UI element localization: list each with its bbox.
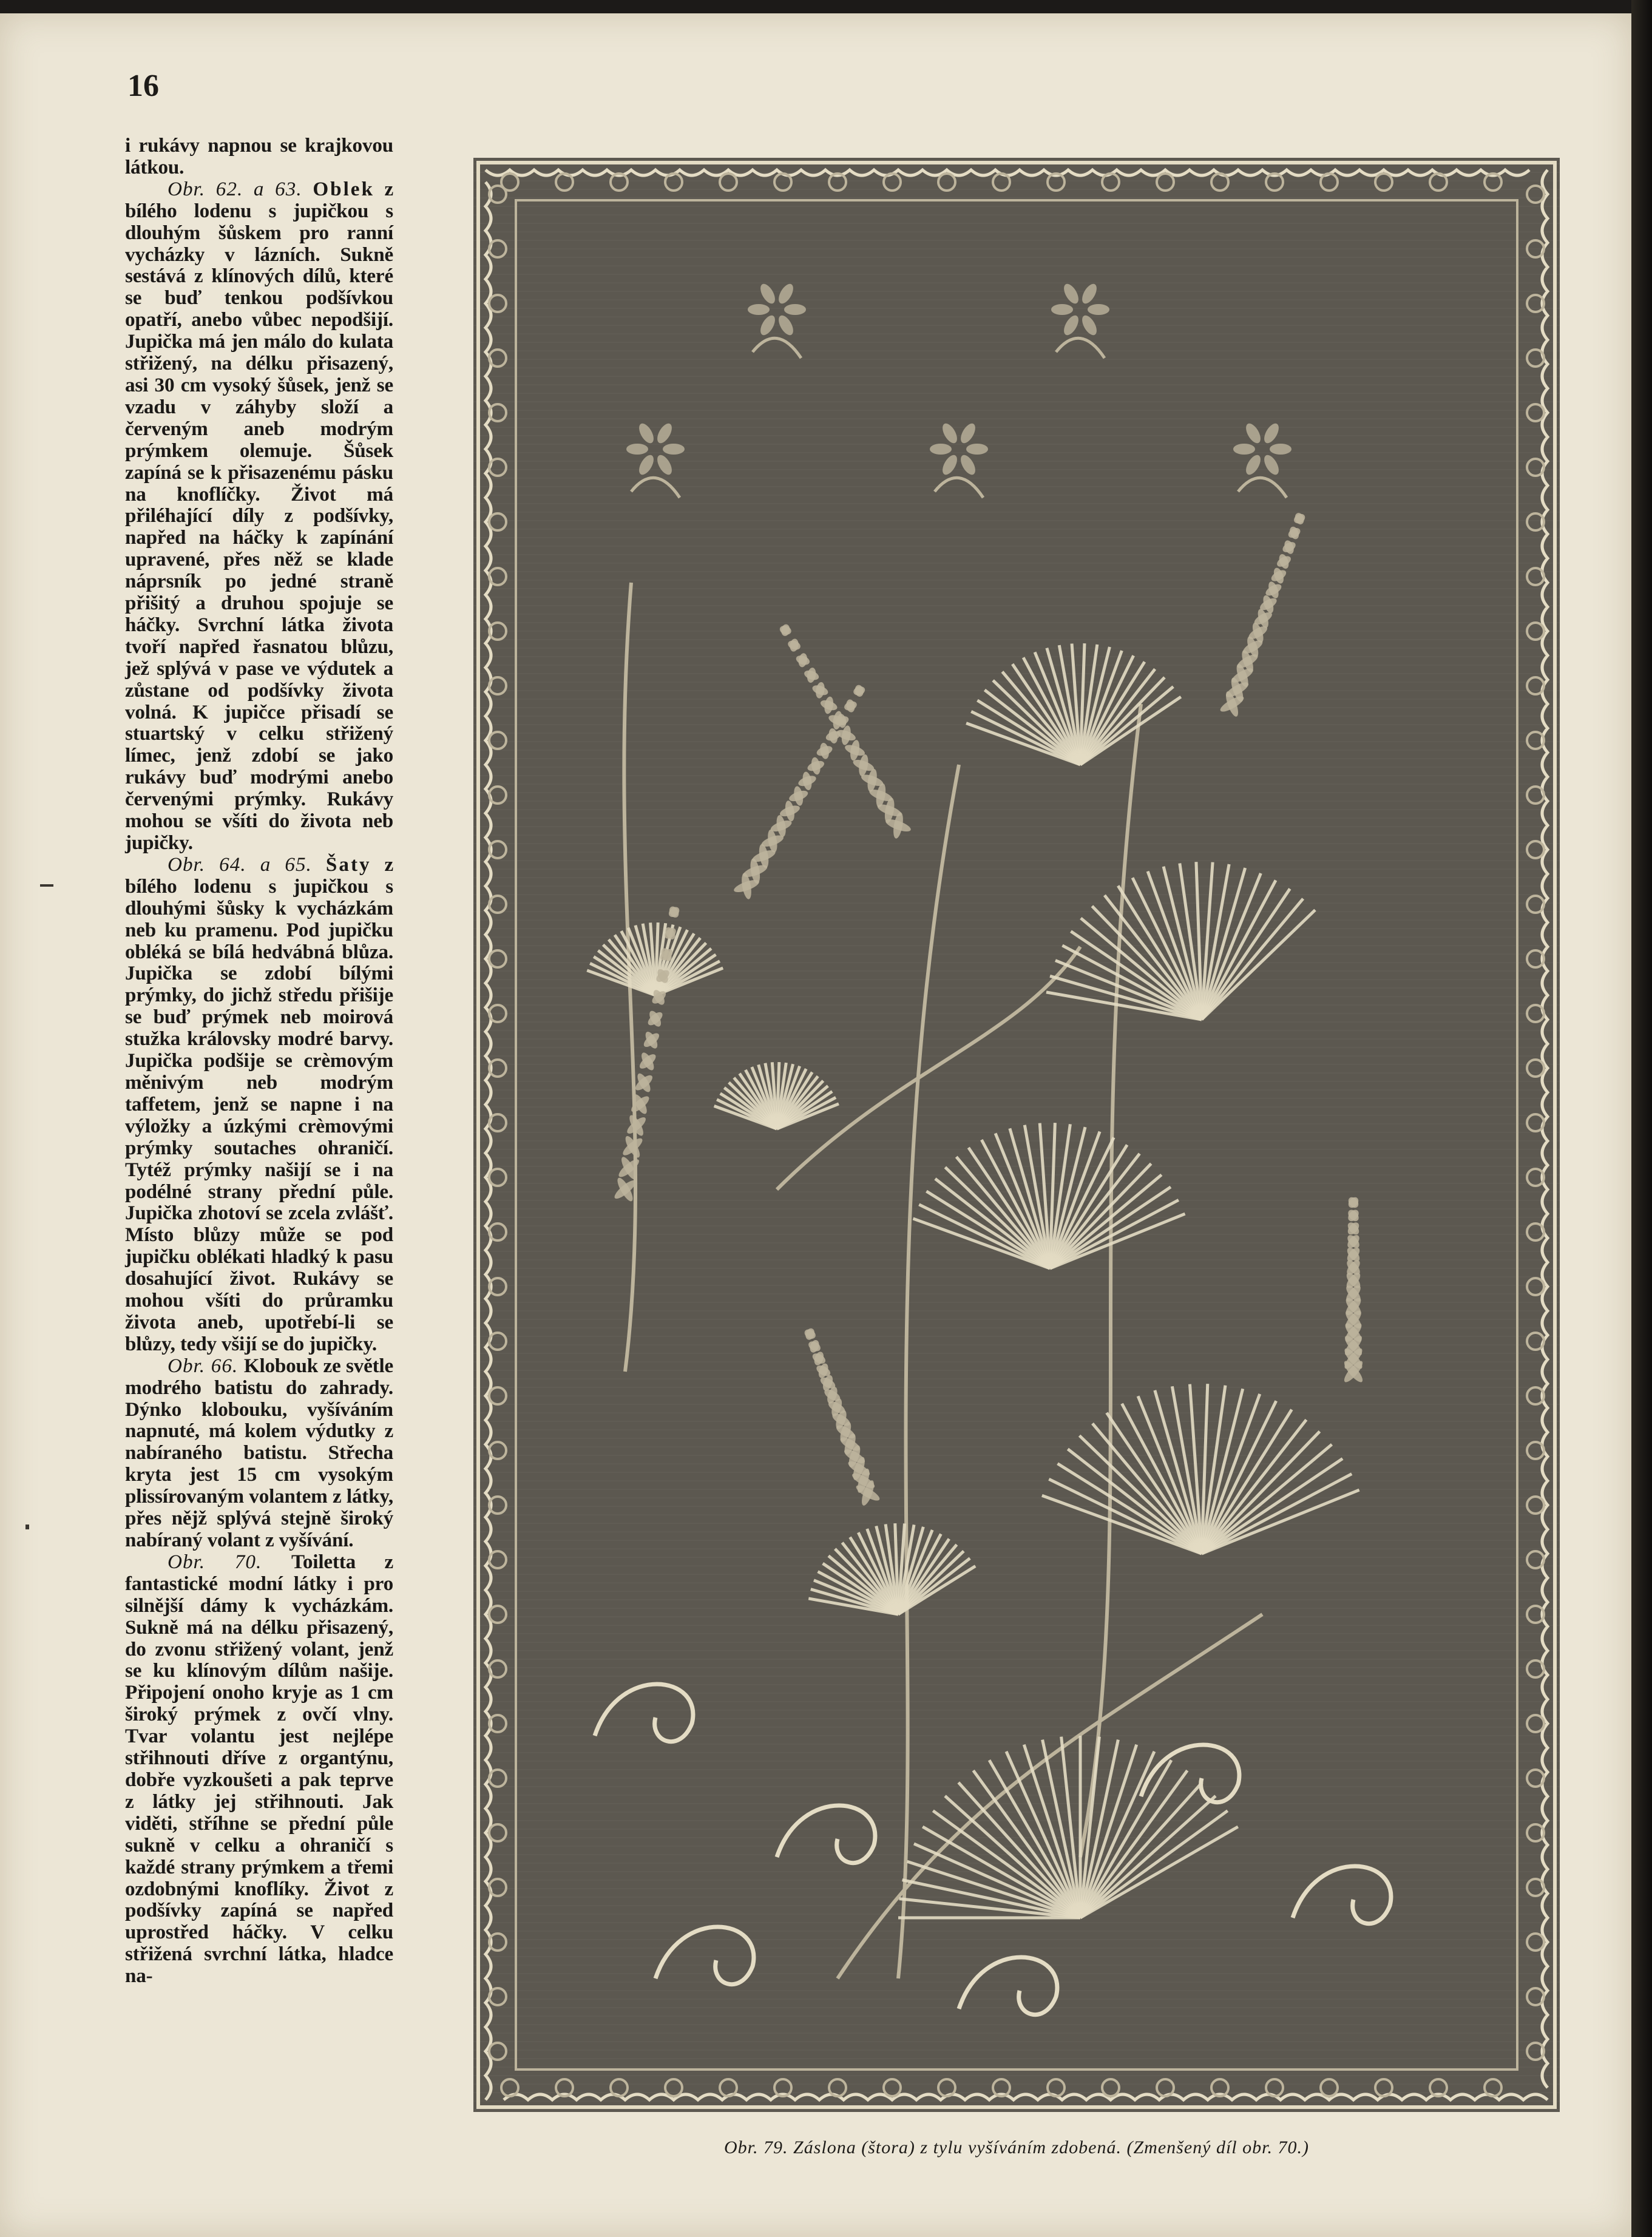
article-paragraph	[125, 178, 393, 854]
article-paragraph	[125, 135, 393, 178]
figure-reference: Obr. 62. a 63.	[168, 177, 313, 200]
paragraph-lead-word: Šaty	[325, 853, 371, 876]
sprig-petal	[663, 444, 685, 455]
magazine-page	[0, 13, 1631, 2237]
sprig-petal	[1051, 304, 1073, 315]
curtain-illustration	[473, 158, 1560, 2112]
embroidered-curtain-image	[473, 158, 1560, 2112]
sprig-petal	[784, 304, 806, 315]
figure-reference: Obr. 70.	[168, 1550, 292, 1573]
sprig-petal	[966, 444, 988, 455]
sprig-petal	[1270, 444, 1291, 455]
paragraph-body: z bílého lodenu s jupičkou s dlouhým šůskem pro ranní vycházky v lázních. Sukně sestává z klínových dílů, které se buď tenkou podšívkou opatří, anebo vůbec nepodšijí. Jupička má jen málo do kulata střižený, na délku přisazený, asi 30 cm vysoký šůsek, jenž se vzadu v záhyby složí a červeným aneb modrým prýmkem olemuje. Šůsek zapíná se k přisazenému pásku na knoflíčky. Život má přiléhající díly z podšívky, napřed na háčky k zapínání upravené, přes něž se klade náprsník po jedné straně přišitý a druhou spojuje se háčky. Svrchní látka života tvoří napřed řasnatou blůzu, jež splývá v pase ve výdutek a zůstane od podšívky života volná. K jupičce přisadí se stuartský v celku střižený límec, jenž zdobí se jako rukávy buď modrými anebo červenými prýmky. Rukávy mohou se všíti do života neb jupičky.	[125, 177, 393, 854]
figure-reference: Obr. 66.	[168, 1354, 244, 1377]
margin-dot	[25, 1525, 29, 1529]
paragraph-lead-word: Oblek	[313, 177, 374, 200]
article-text-column	[125, 135, 393, 1987]
page-edge-shadow	[1631, 0, 1652, 2237]
article-paragraph	[125, 1355, 393, 1551]
paragraph-body: i rukávy napnou se krajkovou látkou.	[125, 134, 393, 178]
sprig-petal	[626, 444, 648, 455]
figure-caption: Obr. 79. Záslona (štora) z tylu vyšíváním zdobená. (Zmenšený díl obr. 70.)	[724, 2137, 1309, 2157]
sprig-petal	[748, 304, 770, 315]
margin-mark	[40, 884, 53, 887]
paragraph-body: Toiletta z fantastické modní látky i pro silnější dámy k vycházkám. Sukně má na délku přisazený, do zvonu střižený volant, jenž se ku klínovým dílům našije. Připojení onoho kryje as 1 cm široký prýmek z ovčí vlny. Tvar volantu jest nejlépe střihnouti dříve z organtýnu, dobře vyzkoušeti a pak teprve z látky jej střihnouti. Jak viděti, stříhne se přední půle sukně v celku a ohraničí s každé strany prýmkem a třemi ozdobnými knoflíky. Život z podšívky zapíná se napřed uprostřed háčky. V celku střižená svrchní látka, hladce na-	[125, 1550, 394, 1988]
article-paragraph	[125, 854, 393, 1355]
sprig-petal	[1233, 444, 1255, 455]
sprig-petal	[1088, 304, 1109, 315]
page-number: 16	[127, 69, 159, 103]
paragraph-body: Klobouk ze světle modrého batistu do zahrady. Dýnko klobouku, vyšíváním napnuté, má kolem výdutky z nabíraného batistu. Střecha kryta jest 15 cm vysokým plissírovaným volantem z látky, přes nějž splývá stejně široký nabíraný volant z vyšívání.	[125, 1354, 393, 1551]
sprig-petal	[930, 444, 952, 455]
article-paragraph	[125, 1551, 393, 1987]
figure-reference: Obr. 64. a 65.	[168, 853, 326, 876]
paragraph-body: z bílého lodenu s jupičkou s dlouhými šůsky k vycházkám neb ku pramenu. Pod jupičku obléká se bílá hedvábná blůza. Jupička se zdobí bílými prýmky, do jichž středu přišije se buď prýmek neb moirová stužka královsky modré barvy. Jupička podšije se crèmovým měnivým neb modrým taffetem, jenž se napne i na výložky a úzkými crèmovými prýmky soutaches ohraničí. Tytéž prýmky našijí se i na podélné strany přední půle. Jupička zhotoví se zcela zvlášť. Místo blůzy může se pod jupičku oblékati hladký k pasu dosahující život. Rukávy se mohou všíti do průramku života aneb, upotřebí-li se blůzy, tedy všijí se do jupičky.	[125, 853, 393, 1355]
